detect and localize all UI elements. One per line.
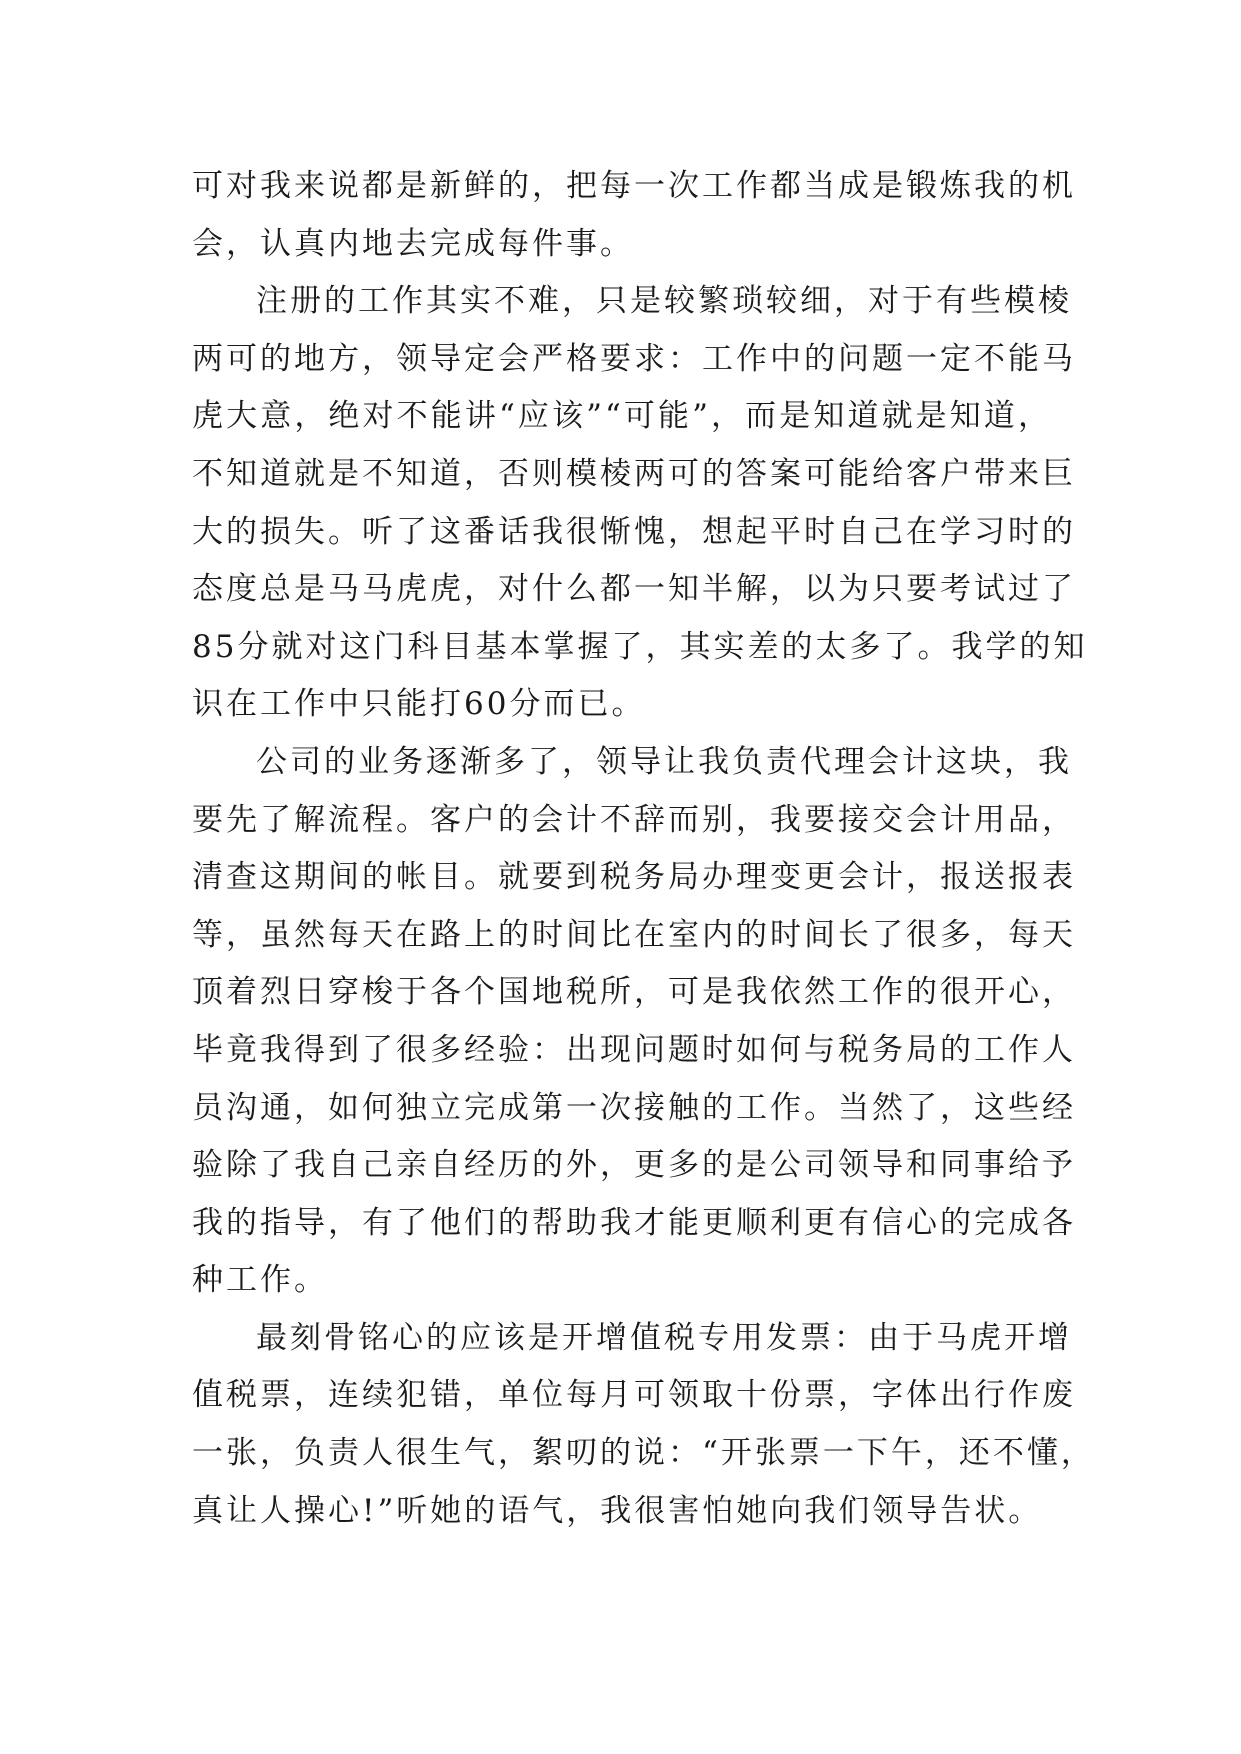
paragraph xyxy=(192,158,1076,273)
text-line: 验除了我自己亲自经历的外，更多的是公司领导和同事给予 xyxy=(192,1147,1076,1184)
text-line: 清查这期间的帐目。就要到税务局办理变更会计，报送报表 xyxy=(192,859,1076,896)
text-line: 虎大意，绝对不能讲“应该”“可能”，而是知道就是知道， xyxy=(192,398,1052,435)
text-line: 种工作。 xyxy=(192,1262,328,1299)
text-line: 两可的地方，领导定会严格要求：工作中的问题一定不能马 xyxy=(192,340,1076,377)
text-line: 会，认真内地去完成每件事。 xyxy=(192,225,634,262)
text-line: 态度总是马马虎虎，对什么都一知半解，以为只要考试过了 xyxy=(192,571,1076,608)
text-line: 最刻骨铭心的应该是开增值税专用发票：由于马虎开增 xyxy=(256,1319,1072,1356)
text-line: 注册的工作其实不难，只是较繁琐较细，对于有些模棱 xyxy=(256,283,1072,320)
text-line: 识在工作中只能打60分而已。 xyxy=(192,686,646,723)
paragraph xyxy=(192,734,1076,1310)
text-line: 真让人操心!”听她的语气，我很害怕她向我们领导告状。 xyxy=(192,1492,1043,1529)
text-line: 不知道就是不知道，否则模棱两可的答案可能给客户带来巨 xyxy=(192,455,1076,492)
text-line: 等，虽然每天在路上的时间比在室内的时间长了很多，每天 xyxy=(192,916,1076,953)
text-line: 我的指导，有了他们的帮助我才能更顺利更有信心的完成各 xyxy=(192,1204,1076,1241)
text-line: 员沟通，如何独立完成第一次接触的工作。当然了，这些经 xyxy=(192,1089,1076,1126)
body-text xyxy=(192,158,1095,1540)
text-line: 可对我来说都是新鲜的，把每一次工作都当成是锻炼我的机 xyxy=(192,168,1076,204)
text-line: 85分就对这门科目基本掌握了，其实差的太多了。我学的知 xyxy=(192,628,1088,665)
text-line: 顶着烈日穿梭于各个国地税所，可是我依然工作的很开心， xyxy=(192,974,1076,1011)
paragraph xyxy=(192,1310,1095,1540)
text-line: 公司的业务逐渐多了，领导让我负责代理会计这块，我 xyxy=(256,743,1072,780)
text-line: 大的损失。听了这番话我很惭愧，想起平时自己在学习时的 xyxy=(192,513,1076,550)
text-line: 一张，负责人很生气，絮叨的说：“开张票一下午，还不懂， xyxy=(192,1435,1095,1472)
paragraph xyxy=(192,273,1088,734)
text-line: 要先了解流程。客户的会计不辞而别，我要接交会计用品， xyxy=(192,801,1076,838)
text-line: 毕竟我得到了很多经验：出现问题时如何与税务局的工作人 xyxy=(192,1031,1076,1068)
text-line: 值税票，连续犯错，单位每月可领取十份票，字体出行作废 xyxy=(192,1377,1076,1414)
